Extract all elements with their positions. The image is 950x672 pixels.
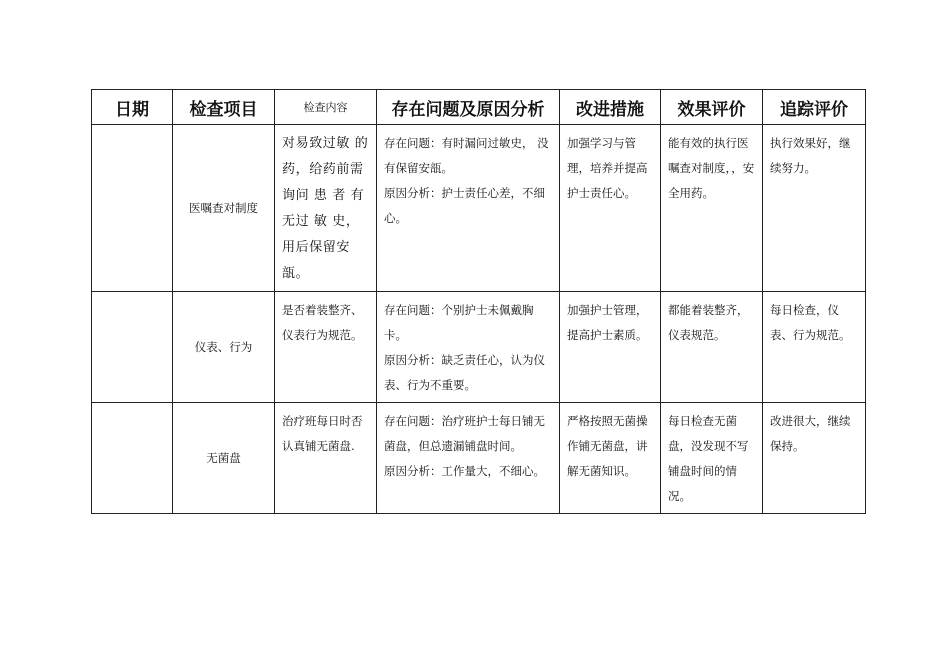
cause-text: 原因分析：工作量大，不细心。 <box>384 464 545 478</box>
header-problem: 存在问题及原因分析 <box>377 90 560 125</box>
item-cell: 仪表、行为 <box>173 292 275 403</box>
cause-text: 原因分析：护士责任心差，不细心。 <box>384 186 545 225</box>
content-text: 对易致过敏 的药，给药前需询问 患 者 有 无过 敏 史，用后保留安瓿。 <box>282 136 369 281</box>
problem-cell <box>377 403 560 514</box>
content-cell <box>275 125 377 292</box>
problem-cell <box>377 292 560 403</box>
item-cell: 医嘱查对制度 <box>173 125 275 292</box>
measure-text: 严格按照无菌操作铺无菌盘，讲解无菌知识。 <box>567 414 648 478</box>
content-text: 是否着装整齐、仪表行为规范。 <box>282 303 363 342</box>
effect-text: 都能着装整齐，仪表规范。 <box>668 303 749 342</box>
problem-text: 存在问题：个别护士未佩戴胸卡。 <box>384 303 534 342</box>
effect-text: 能有效的执行医嘱查对制度，，安全用药。 <box>668 136 755 200</box>
content-cell <box>275 403 377 514</box>
header-tracking: 追踪评价 <box>763 90 866 125</box>
date-cell <box>92 292 173 403</box>
effect-cell <box>661 125 763 292</box>
cause-text: 原因分析：缺乏责任心，认为仪表、行为不重要。 <box>384 353 545 392</box>
header-item: 检查项目 <box>173 90 275 125</box>
measure-cell <box>560 403 661 514</box>
measure-text: 加强护士管理，提高护士素质。 <box>567 303 648 342</box>
header-date: 日期 <box>92 90 173 125</box>
content-text: 治疗班每日时否认真铺无菌盘. <box>282 414 363 453</box>
tracking-text: 执行效果好，继续努力。 <box>770 136 851 175</box>
tracking-text: 改进很大，继续保持。 <box>770 414 851 453</box>
effect-cell <box>661 292 763 403</box>
header-content: 检查内容 <box>275 90 377 125</box>
item-cell: 无菌盘 <box>173 403 275 514</box>
effect-cell <box>661 403 763 514</box>
tracking-text: 每日检查，仪表、行为规范。 <box>770 303 851 342</box>
problem-text: 存在问题：治疗班护士每日铺无菌盘，但总遗漏铺盘时间。 <box>384 414 545 453</box>
measure-cell <box>560 292 661 403</box>
date-cell <box>92 125 173 292</box>
problem-text: 存在问题：有时漏问过敏史， 没有保留安瓿。 <box>384 136 549 175</box>
tracking-cell <box>763 403 866 514</box>
inspection-table <box>91 89 866 514</box>
date-cell <box>92 403 173 514</box>
header-effect: 效果评价 <box>661 90 763 125</box>
measure-cell <box>560 125 661 292</box>
table-header-row <box>92 90 866 125</box>
tracking-cell <box>763 125 866 292</box>
table-row <box>92 403 866 514</box>
problem-cell <box>377 125 560 292</box>
measure-text: 加强学习与管理，培养并提高护士责任心。 <box>567 136 648 200</box>
header-measure: 改进措施 <box>560 90 661 125</box>
tracking-cell <box>763 292 866 403</box>
table-row <box>92 125 866 292</box>
effect-text: 每日检查无菌盘，没发现不写铺盘时间的情况。 <box>668 414 749 503</box>
table-row <box>92 292 866 403</box>
content-cell <box>275 292 377 403</box>
